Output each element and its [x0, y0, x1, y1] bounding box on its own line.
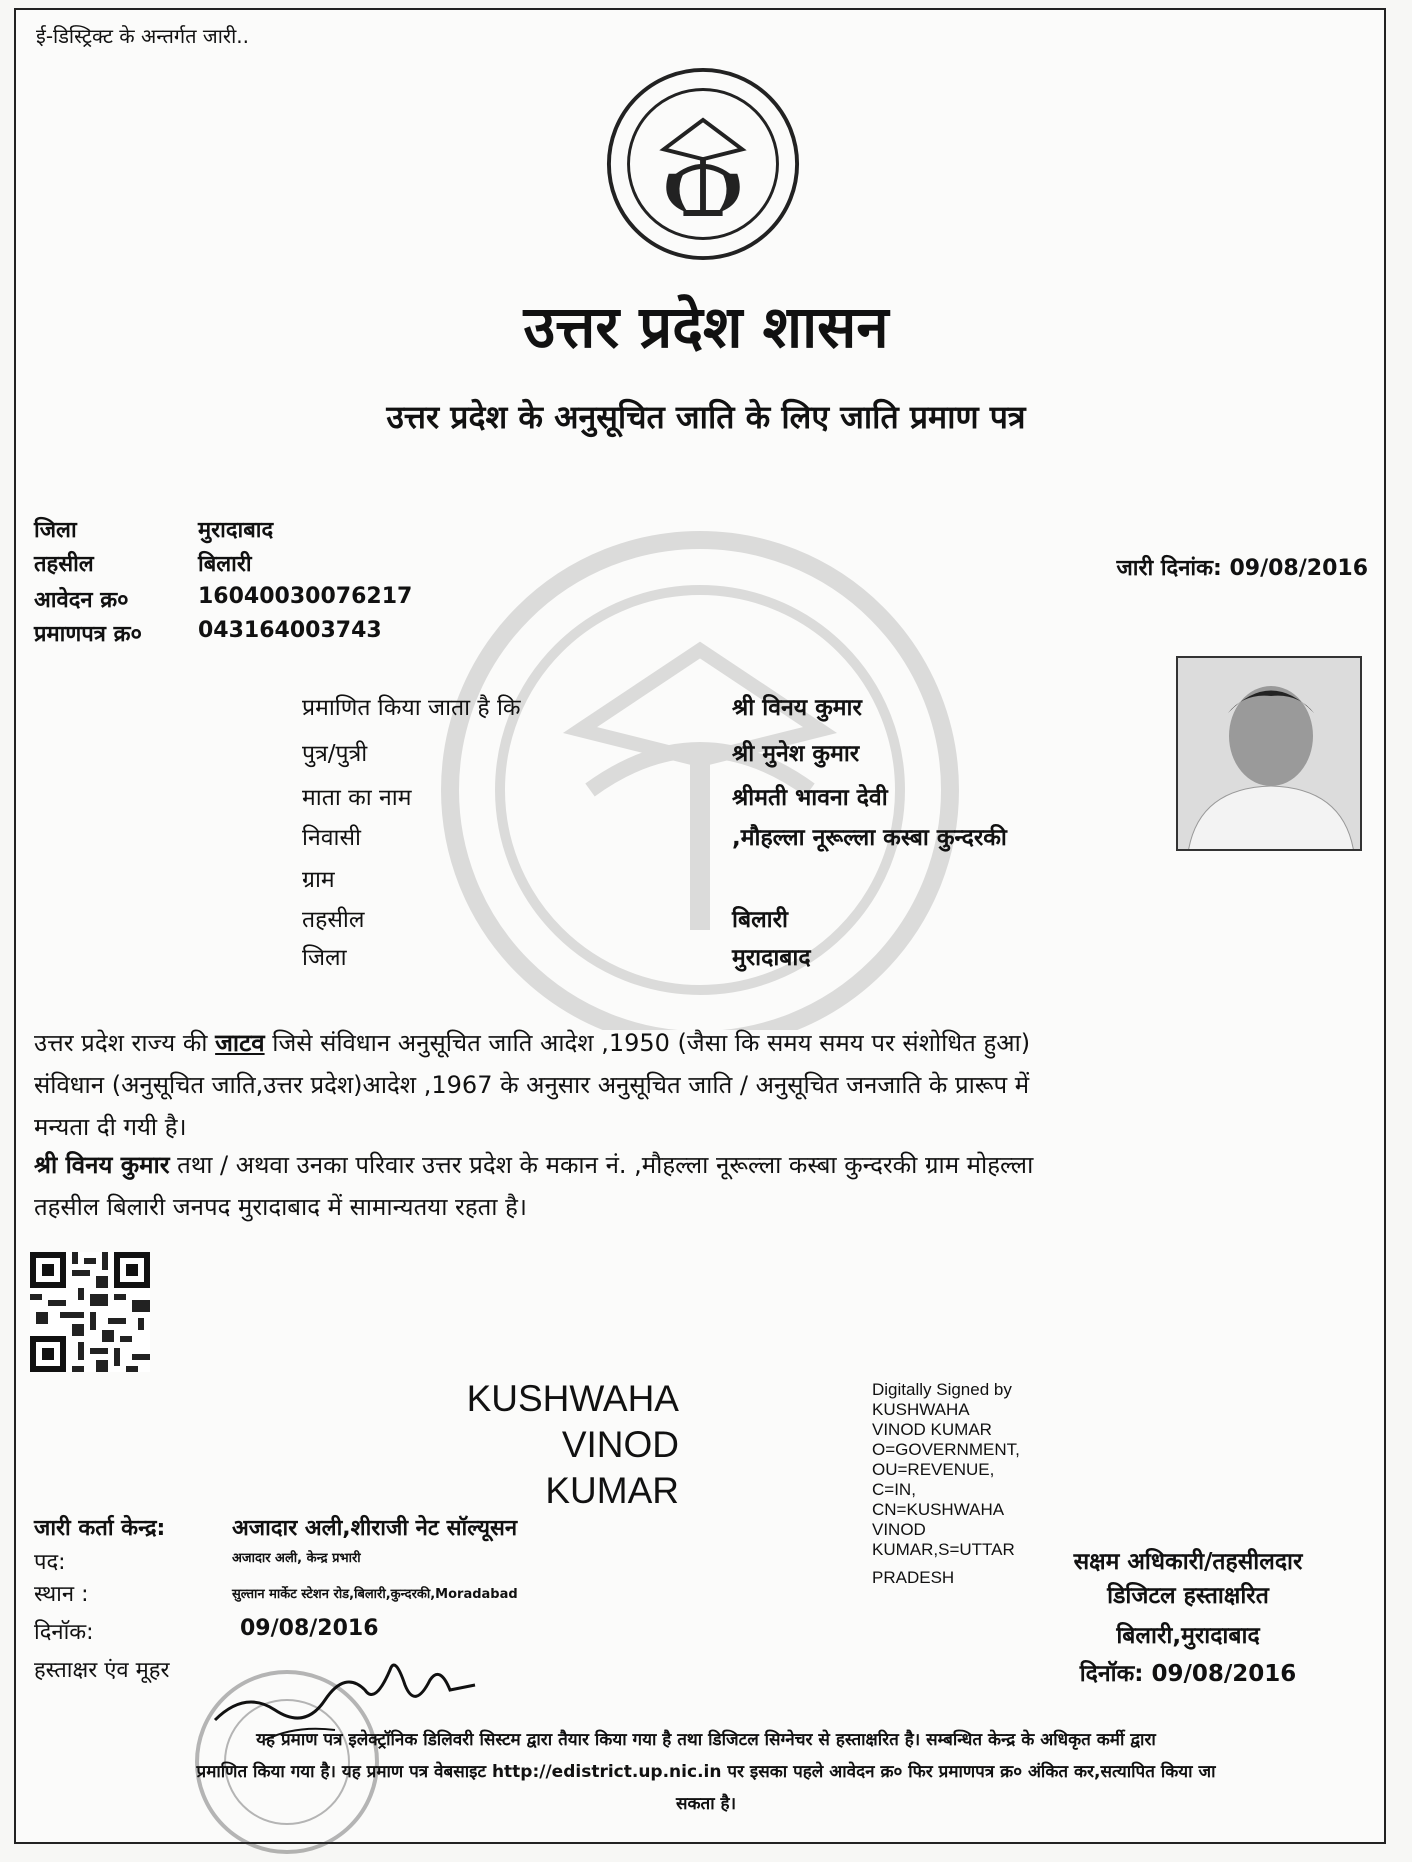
- issue-date-label: जारी दिनांक:: [1116, 556, 1222, 581]
- signature-detail-line: VINOD: [872, 1520, 926, 1539]
- district-value: मुरादाबाद: [198, 518, 274, 543]
- detail-value: ,मौहल्ला नूरूल्ला कस्बा कुन्दरकी: [732, 825, 1007, 851]
- detail-value: श्री मुनेश कुमार: [732, 741, 860, 767]
- issuer-date-value: 09/08/2016: [240, 1616, 379, 1641]
- header-note: ई-डिस्ट्रिक्ट के अन्तर्गत जारी..: [36, 24, 249, 48]
- officer-designation: सक्षम अधिकारी/तहसीलदार: [1073, 1549, 1303, 1575]
- footer-line: प्रमाणित किया गया है। यह प्रमाण पत्र वेबसाइट http://edistrict.up.nic.in पर इसका पहले आवेदन क्र० फिर प्रमाणपत्र क्र० अंकित कर,सत्यापित किया जा: [196, 1762, 1216, 1782]
- signer-name-line: KUSHWAHA: [466, 1378, 679, 1419]
- detail-value: श्रीमती भावना देवी: [732, 785, 888, 811]
- officer-location: बिलारी,मुरादाबाद: [1116, 1623, 1260, 1649]
- issuing-center-label: जारी कर्ता केन्द्र:: [34, 1516, 166, 1541]
- signature-detail-line: C=IN,: [872, 1480, 916, 1499]
- footer-line: यह प्रमाण पत्र इलेक्ट्रॉनिक डिलिवरी सिस्टम द्वारा तैयार किया गया है तथा डिजिटल सिग्नेचर से हस्ताक्षरित है। सम्बन्धित केन्द्र के अधिकृत कर्मी द्वारा: [256, 1730, 1156, 1750]
- detail-label: जिला: [302, 945, 347, 971]
- signature-detail-line: O=GOVERNMENT,: [872, 1440, 1020, 1459]
- issuing-center-value: अजादार अली,शीराजी नेट सॉल्यूसन: [232, 1516, 518, 1541]
- signature-seal-label: हस्ताक्षर एंव मूहर: [34, 1658, 170, 1683]
- officer-date-label: दिनॉक:: [1079, 1661, 1144, 1687]
- footer-line: सकता है।: [675, 1794, 737, 1814]
- detail-value: मुरादाबाद: [732, 945, 811, 971]
- detail-label: ग्राम: [302, 867, 335, 893]
- detail-label: निवासी: [302, 825, 361, 851]
- detail-value: बिलारी: [732, 907, 789, 933]
- signature-detail-line: PRADESH: [872, 1568, 955, 1587]
- detail-label: तहसील: [302, 907, 365, 933]
- signer-name-line: KUMAR: [545, 1470, 679, 1511]
- signature-detail-line: Digitally Signed by: [872, 1380, 1012, 1399]
- place-label: स्थान :: [34, 1582, 89, 1607]
- district-label: जिला: [34, 518, 77, 543]
- signer-name-line: VINOD: [561, 1424, 679, 1465]
- issue-date: [1116, 552, 1368, 582]
- emblem-watermark: [380, 530, 1020, 1030]
- certificate-subtitle: उत्तर प्रदेश के अनुसूचित जाति के लिए जाति प्रमाण पत्र: [386, 398, 1026, 436]
- caste-paragraph-line: संविधान (अनुसूचित जाति,उत्तर प्रदेश)आदेश ,1967 के अनुसार अनुसूचित जाति / अनुसूचित जनजाति के प्रारूप में: [34, 1071, 1030, 1099]
- residence-paragraph-line: तहसील बिलारी जनपद मुरादाबाद में सामान्यतया रहता है।: [34, 1193, 527, 1221]
- up-government-emblem-icon: [605, 66, 801, 262]
- applicant-photo: [1176, 656, 1362, 851]
- paragraph-text: तथा / अथवा उनका परिवार उत्तर प्रदेश के मकान नं. ,मौहल्ला नूरूल्ला कस्बा कुन्दरकी ग्राम मोहल्ला: [169, 1151, 1034, 1179]
- issuer-date-label: दिनॉक:: [34, 1620, 94, 1645]
- residence-paragraph: [34, 1144, 1374, 1228]
- signature-detail-line: KUMAR,S=UTTAR: [872, 1540, 1015, 1559]
- caste-name: जाटव: [215, 1029, 265, 1057]
- issue-date-value: 09/08/2016: [1229, 556, 1368, 581]
- caste-paragraph: [34, 1022, 1374, 1148]
- paragraph-text: जिसे संविधान अनुसूचित जाति आदेश ,1950 (जैसा कि समय समय पर संशोधित हुआ): [264, 1029, 1031, 1057]
- certificate-number-value: 043164003743: [198, 618, 382, 643]
- main-title: उत्तर प्रदेश शासन: [523, 293, 889, 361]
- paragraph-text: उत्तर प्रदेश राज्य की: [34, 1029, 216, 1057]
- qr-code: [30, 1252, 150, 1372]
- place-value: सुल्तान मार्केट स्टेशन रोड,बिलारी,कुन्दरकी,Moradabad: [232, 1587, 518, 1602]
- signature-detail-line: OU=REVENUE,: [872, 1460, 995, 1479]
- officer-date: [1008, 1656, 1368, 1688]
- officer-digital-sign: डिजिटल हस्ताक्षरित: [1107, 1583, 1269, 1609]
- signature-detail-line: CN=KUSHWAHA: [872, 1500, 1005, 1519]
- applicant-name: श्री विनय कुमार: [34, 1151, 170, 1179]
- detail-label: प्रमाणित किया जाता है कि: [302, 695, 521, 721]
- application-number-label: आवेदन क्र०: [34, 588, 129, 613]
- tehsil-value: बिलारी: [198, 552, 252, 577]
- detail-label: माता का नाम: [302, 785, 412, 811]
- signature-detail-line: VINOD KUMAR: [872, 1420, 992, 1439]
- signature-detail-line: KUSHWAHA: [872, 1400, 970, 1419]
- detail-value: श्री विनय कुमार: [732, 695, 862, 721]
- post-label: पद:: [34, 1550, 66, 1575]
- certificate-number-label: प्रमाणपत्र क्र०: [34, 622, 142, 647]
- post-value: अजादार अली, केन्द्र प्रभारी: [232, 1551, 361, 1566]
- tehsil-label: तहसील: [34, 552, 94, 577]
- detail-label: पुत्र/पुत्री: [302, 741, 368, 767]
- footer-note: [34, 1724, 1378, 1820]
- officer-date-value: 09/08/2016: [1151, 1661, 1297, 1687]
- caste-paragraph-line: [34, 1022, 1374, 1064]
- residence-paragraph-line: [34, 1144, 1374, 1186]
- application-number-value: 16040030076217: [198, 584, 413, 609]
- caste-paragraph-line: मन्यता दी गयी है।: [34, 1113, 187, 1141]
